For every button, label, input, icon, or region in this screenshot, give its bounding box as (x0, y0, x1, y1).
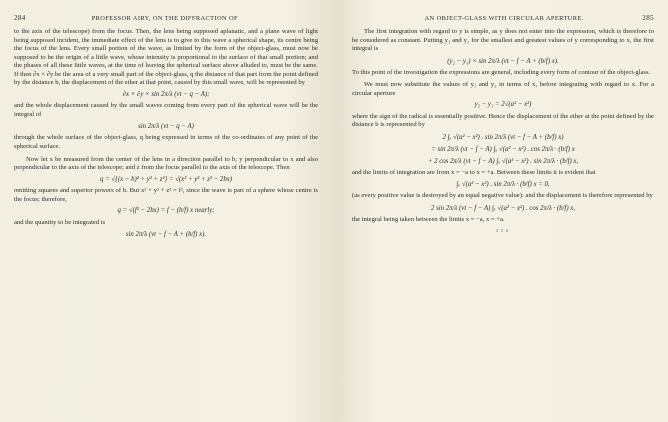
right-paragraph-7: the integral being taken between the limits x = −a, x = +a. (352, 216, 505, 224)
right-equation-2: y₂ − y₁ = 2√(a² − x²) (474, 101, 532, 109)
right-equation-5: 2 sin 2π/λ (vt − f − A) ∫ₓ √(a² − x²) . cos 2π/λ · (b/f) x, (430, 205, 575, 213)
left-equation-4: q = √(f² − 2bx) = f − (b/f) x nearly; (117, 207, 215, 215)
right-paragraph-3: We must now substitute the values of y₁ and y₂ in terms of x, before integrating with regard to x. For a circular aperture (352, 81, 654, 97)
right-equation-3c: + 2 cos 2π/λ (vt − f − A) ∫ₓ √(a² − x²) . sin 2π/λ · (b/f) x, (427, 157, 579, 165)
right-paragraph-6: (as every positive value is destroyed by an equal negative value): and the displacement is therefore represented by (352, 192, 653, 200)
left-paragraph-2: and the whole displacement caused by the small waves coming from every part of the spherical wave will be the integral of (14, 102, 318, 118)
right-paragraph-5: and the limits of integration are from x = −a to x = +a. Between these limits it is evident that (352, 168, 596, 176)
left-paragraph-3: through the whole surface of the object-glass, q being expressed in terms of the co-ordinates of any point of the spherical surface. (14, 134, 318, 151)
left-equation-1: ∂x × ∂y × sin 2π/λ (vt − q − A); (122, 90, 210, 98)
right-page (334, 0, 668, 422)
right-paragraph-4: where the sign of the radical is essentially positive. Hence the displacement of the ether at the point defined by the distance b is represented by (352, 112, 654, 129)
right-equation-4: ∫ₓ √(a² − x²) . sin 2π/λ · (b/f) x = 0, (456, 181, 550, 189)
right-equation-3b: = sin 2π/λ (vt − f − A) ∫ₓ √(a² − x²) . cos 2π/λ · (b/f) x (431, 145, 575, 153)
left-running-head (14, 14, 318, 22)
right-paragraph-2: To this point of the investigation the expressions are general, including every form of contour of the object-glass. (352, 68, 651, 76)
right-paragraph-1: The first integration with regard to y is simple, as y does not enter into the expression, which is therefore to be considered as constant. Putting y₁ and y₂ for the smallest and greatest values of y corresponding to x, the first integral is (352, 28, 654, 53)
left-paragraph-4: Now let x be measured from the center of the lens in a direction parallel to b; y perpendicular to x and also perpendicular to the axis of the telescope; and z from the focus parallel to the axis of the telescope. Then (14, 155, 318, 172)
left-paragraph-5: omitting squares and superior powers of b. But x² + y² + z² = f², since the wave is part of a sphere whose centre is the focus; therefore, (14, 187, 318, 203)
left-body (14, 28, 318, 239)
left-page-number: 284 (14, 14, 26, 22)
right-page-number: 285 (642, 14, 654, 22)
right-body (352, 28, 654, 236)
left-equation-2: sin 2π/λ (vt − q − A) (138, 123, 194, 131)
left-paragraph-1: to the axis of the telescope) from the focus. Then, the lens being supposed aplanatic, and a plane wave of light being supposed incident, the immediate effect of the lens is to give to this wave a spherical shape, its centre being the focus of the lens. Every small portion of the wave, as limited by the form of the object-glass, must now be supposed to be the origin of a little wave, whose intensity is proportional to the surface of that small portion; and the phases of all these little waves, at the time of leaving the spherical surface above alluded to, must be the same. If then ∂x × ∂y be the area of a very small part of the object-glass, q the distance of that part from the point defined by the distance b, the displacement of the ether at that point, caused by this small wave, will be represented by (14, 28, 318, 87)
right-equation-3a: 2 ∫ₓ √(a² − x²) . sin 2π/λ (vt − f − A + (b/f) x) (442, 133, 564, 141)
right-running-title: AN OBJECT-GLASS WITH CIRCULAR APERTURE. (424, 15, 584, 22)
left-paragraph-6: and the quantity to be integrated is (14, 218, 106, 226)
right-running-head (352, 14, 654, 22)
left-equation-5: sin 2π/λ (vt − f − A + (b/f) x). (125, 231, 207, 239)
left-equation-3: q = √{(x − b)² + y² + z²} = √(x² + y² + z² − 2bx) (99, 175, 233, 183)
signature-mark: r r c (496, 228, 510, 234)
right-equation-1: (y₂ − y₁) × sin 2π/λ (vt − f − A + (b/f) x). (447, 57, 559, 65)
left-running-title: PROFESSOR AIRY, ON THE DIFFRACTION OF (91, 15, 238, 22)
